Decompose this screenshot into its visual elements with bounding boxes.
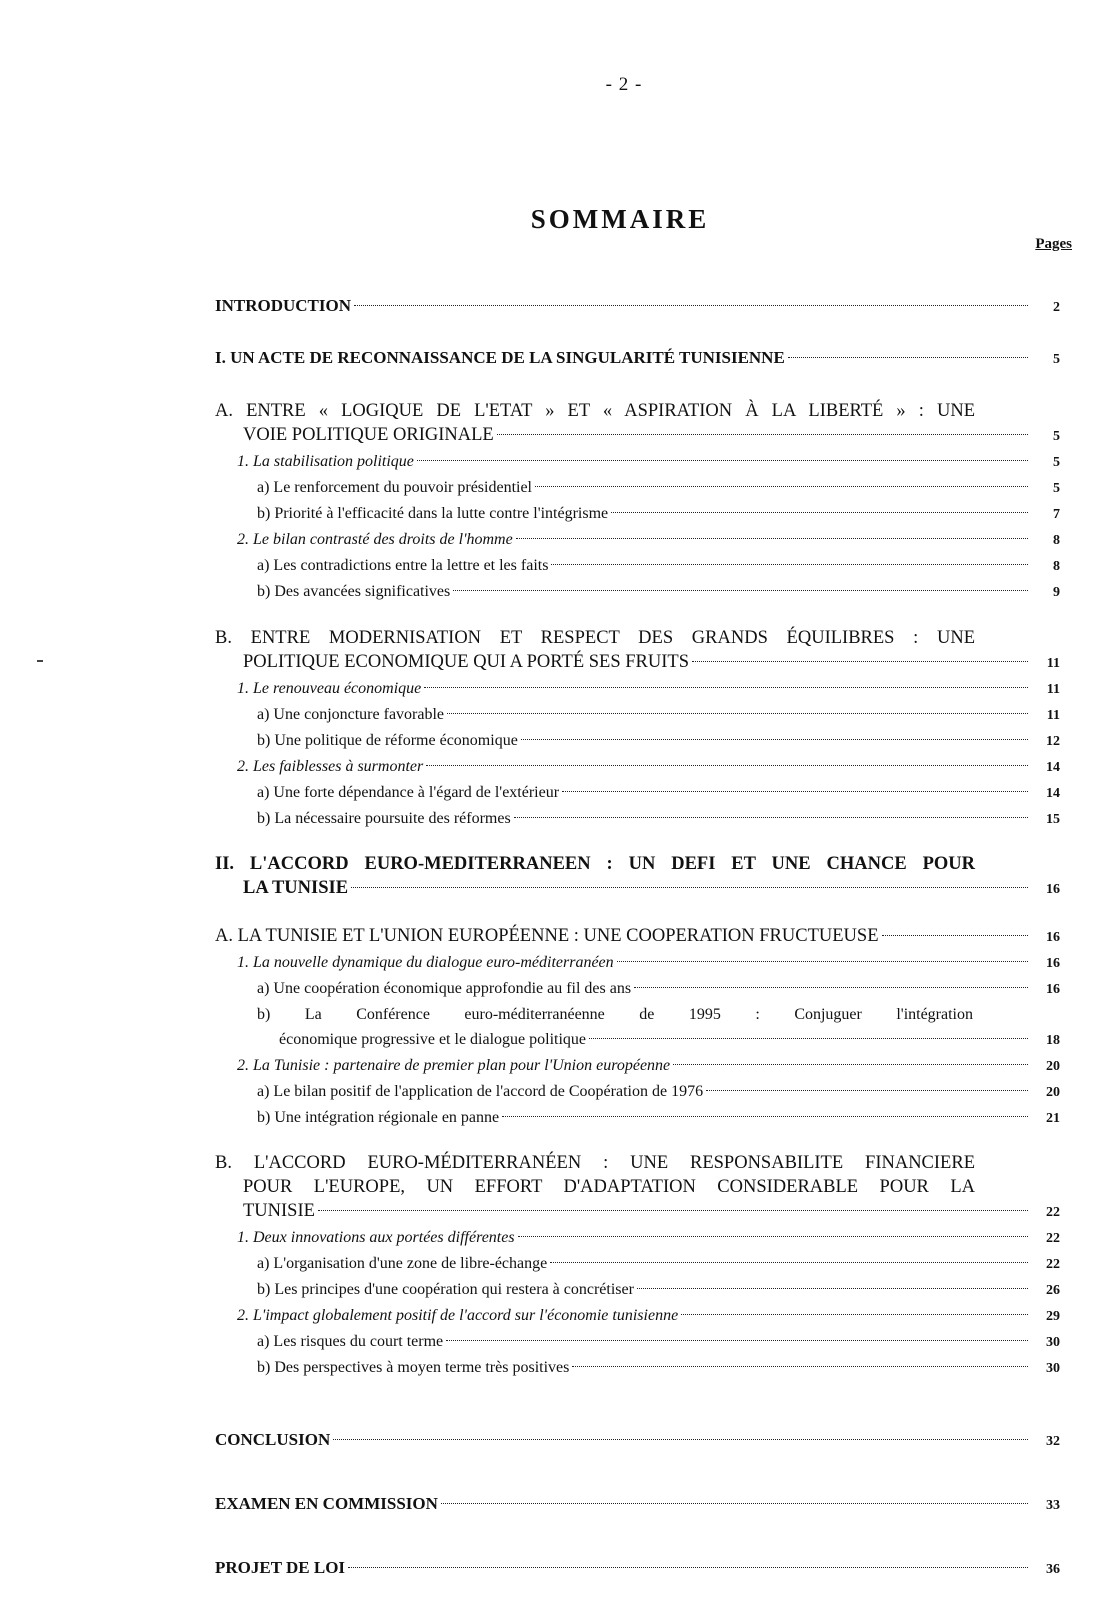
toc-entry-part-2-b-2-b[interactable] <box>215 1355 1060 1381</box>
toc-label-line-1: B. ENTRE MODERNISATION ET RESPECT DES GRANDS ÉQUILIBRES : UNE <box>215 628 975 648</box>
leader-dots <box>637 1288 1028 1289</box>
toc-entry-part-1-b-1-a[interactable] <box>215 702 1060 728</box>
toc-entry-projet-de-loi[interactable] <box>215 1555 1060 1582</box>
toc-entry-part-1-a[interactable] <box>215 399 1060 449</box>
toc-entry-part-2-a-2-a[interactable] <box>215 1079 1060 1105</box>
toc-label: I. UN ACTE DE RECONNAISSANCE DE LA SINGULARITÉ TUNISIENNE <box>215 348 785 367</box>
toc-page: 21 <box>1046 1111 1060 1126</box>
leader-dots <box>521 739 1028 740</box>
toc-label: b) La nécessaire poursuite des réformes <box>257 810 511 827</box>
toc-page: 14 <box>1046 760 1060 775</box>
toc-entry-part-2-b-2[interactable] <box>215 1303 1060 1329</box>
leader-dots <box>354 305 1028 306</box>
toc-page: 36 <box>1046 1562 1060 1577</box>
toc-page: 8 <box>1053 559 1060 574</box>
toc-entry-part-2-a[interactable] <box>215 924 1060 950</box>
toc-entry-part-2-a-2[interactable] <box>215 1053 1060 1079</box>
toc-page: 11 <box>1046 708 1060 723</box>
toc-page: 30 <box>1046 1361 1060 1376</box>
toc-entry-part-1-b-1[interactable] <box>215 676 1060 702</box>
toc-label: 1. Deux innovations aux portées différentes <box>237 1229 515 1246</box>
leader-dots <box>681 1314 1028 1315</box>
toc-page: 14 <box>1046 786 1060 801</box>
toc-label: a) Une coopération économique approfondie au fil des ans <box>257 980 632 997</box>
toc-page: 9 <box>1053 585 1060 600</box>
toc-entry-part-1-a-2-a[interactable] <box>215 553 1060 579</box>
leader-dots <box>441 1503 1028 1504</box>
toc-page: 16 <box>1046 982 1060 997</box>
toc-label: EXAMEN EN COMMISSION <box>215 1494 438 1513</box>
leader-dots <box>497 434 1028 435</box>
toc-page: 29 <box>1046 1309 1060 1324</box>
toc-label-line-2: LA TUNISIE <box>243 878 349 898</box>
toc-entry-part-1-a-2-b[interactable] <box>215 579 1060 605</box>
page-number: - 2 - <box>605 74 643 95</box>
toc-entry-part-2-a-2-b[interactable] <box>215 1105 1060 1131</box>
toc-label: a) L'organisation d'une zone de libre-échange <box>257 1255 548 1272</box>
toc-entry-part-2-b-1-a[interactable] <box>215 1251 1060 1277</box>
toc-label: a) Les risques du court terme <box>257 1333 444 1350</box>
toc-page: 22 <box>1046 1257 1060 1272</box>
toc-label: 1. La stabilisation politique <box>237 453 414 470</box>
toc-label-line-2: économique progressive et le dialogue politique <box>279 1031 587 1048</box>
leader-dots <box>333 1439 1028 1440</box>
toc-entry-part-2-b-1[interactable] <box>215 1225 1060 1251</box>
toc-entry-part-1-b-2[interactable] <box>215 754 1060 780</box>
leader-dots <box>351 887 1028 888</box>
toc-entry-part-2-a-1[interactable] <box>215 950 1060 976</box>
leader-dots <box>572 1366 1028 1367</box>
toc-label: b) Une politique de réforme économique <box>257 732 518 749</box>
toc-page: 18 <box>1046 1033 1060 1048</box>
toc-label: 1. La nouvelle dynamique du dialogue euro-méditerranéen <box>237 954 614 971</box>
toc-page: 12 <box>1046 734 1060 749</box>
toc-label-line-1: b) La Conférence euro-méditerranéenne de 1995 : Conjuguer l'intégration <box>257 1006 973 1023</box>
toc-label: 2. L'impact globalement positif de l'accord sur l'économie tunisienne <box>237 1307 679 1324</box>
leader-dots <box>417 460 1028 461</box>
toc-label: a) Le bilan positif de l'application de l'accord de Coopération de 1976 <box>257 1083 704 1100</box>
toc-page: 7 <box>1053 507 1060 522</box>
leader-dots <box>348 1567 1028 1568</box>
toc-label: a) Une forte dépendance à l'égard de l'extérieur <box>257 784 560 801</box>
toc-page: 20 <box>1046 1085 1060 1100</box>
toc-entry-introduction[interactable] <box>215 293 1060 320</box>
toc-entry-part-1[interactable] <box>215 345 1060 372</box>
leader-dots <box>318 1210 1028 1211</box>
toc-page: 32 <box>1046 1434 1060 1449</box>
toc-label-line-1: A. ENTRE « LOGIQUE DE L'ETAT » ET « ASPIRATION À LA LIBERTÉ » : UNE <box>215 401 975 421</box>
toc-page: 22 <box>1046 1205 1060 1220</box>
toc-label: 2. Le bilan contrasté des droits de l'homme <box>237 531 513 548</box>
leader-dots <box>502 1116 1028 1117</box>
toc-page: 11 <box>1046 656 1060 671</box>
page-title: SOMMAIRE <box>530 204 710 234</box>
leader-dots <box>673 1064 1028 1065</box>
toc-label: 2. La Tunisie : partenaire de premier plan pour l'Union européenne <box>237 1057 671 1074</box>
toc-page: 15 <box>1046 812 1060 827</box>
table-of-contents <box>215 293 1060 1582</box>
leader-dots <box>426 765 1028 766</box>
toc-entry-part-1-a-2[interactable] <box>215 527 1060 553</box>
leader-dots <box>692 661 1028 662</box>
toc-label: b) Les principes d'une coopération qui restera à concrétiser <box>257 1281 634 1298</box>
toc-page: 11 <box>1046 682 1060 697</box>
toc-label-line-2: POLITIQUE ECONOMIQUE QUI A PORTÉ SES FRUITS <box>243 652 689 672</box>
toc-entry-part-1-b[interactable] <box>215 626 1060 676</box>
toc-page: 5 <box>1053 429 1060 444</box>
toc-page: 30 <box>1046 1335 1060 1350</box>
toc-label: 2. Les faiblesses à surmonter <box>237 758 424 775</box>
toc-label: PROJET DE LOI <box>215 1558 346 1577</box>
toc-page: 5 <box>1053 455 1060 470</box>
toc-entry-part-1-b-1-b[interactable] <box>215 728 1060 754</box>
toc-page: 16 <box>1046 882 1060 897</box>
toc-page: 5 <box>1053 481 1060 496</box>
toc-page: 20 <box>1046 1059 1060 1074</box>
toc-entry-part-1-a-1[interactable] <box>215 449 1060 475</box>
toc-entry-part-2[interactable] <box>215 852 1060 902</box>
toc-entry-part-1-b-2-a[interactable] <box>215 780 1060 806</box>
scan-mark <box>37 660 43 662</box>
toc-entry-part-2-b-1-b[interactable] <box>215 1277 1060 1303</box>
toc-entry-part-2-b-2-a[interactable] <box>215 1329 1060 1355</box>
leader-dots <box>550 1262 1028 1263</box>
toc-page: 8 <box>1053 533 1060 548</box>
leader-dots <box>446 1340 1028 1341</box>
toc-entry-part-2-a-1-a[interactable] <box>215 976 1060 1002</box>
leader-dots <box>634 987 1028 988</box>
leader-dots <box>611 512 1028 513</box>
leader-dots <box>706 1090 1028 1091</box>
toc-page: 22 <box>1046 1231 1060 1246</box>
leader-dots <box>518 1236 1028 1237</box>
toc-label-line-2: POUR L'EUROPE, UN EFFORT D'ADAPTATION CONSIDERABLE POUR LA <box>243 1177 975 1197</box>
toc-entry-part-1-b-2-b[interactable] <box>215 806 1060 832</box>
toc-entry-examen-en-commission[interactable] <box>215 1491 1060 1518</box>
toc-label: a) Le renforcement du pouvoir présidentiel <box>257 479 532 496</box>
toc-label-line-2: VOIE POLITIQUE ORIGINALE <box>243 425 494 445</box>
toc-label-line-3: TUNISIE <box>243 1201 315 1221</box>
toc-label: b) Des perspectives à moyen terme très positives <box>257 1359 570 1376</box>
toc-entry-part-1-a-1-a[interactable] <box>215 475 1060 501</box>
leader-dots <box>424 687 1028 688</box>
leader-dots <box>788 357 1028 358</box>
toc-label: a) Les contradictions entre la lettre et les faits <box>257 557 549 574</box>
toc-entry-part-1-a-1-b[interactable] <box>215 501 1060 527</box>
leader-dots <box>535 486 1028 487</box>
toc-entry-part-2-b[interactable] <box>215 1151 1060 1225</box>
toc-page: 2 <box>1053 300 1060 315</box>
toc-label: b) Une intégration régionale en panne <box>257 1109 500 1126</box>
toc-label-line-1: II. L'ACCORD EURO-MEDITERRANEEN : UN DEFI ET UNE CHANCE POUR <box>215 854 975 874</box>
pages-column-label: Pages <box>1035 236 1072 252</box>
toc-entry-conclusion[interactable] <box>215 1427 1060 1454</box>
toc-label: INTRODUCTION <box>215 296 352 315</box>
leader-dots <box>617 961 1028 962</box>
leader-dots <box>551 564 1028 565</box>
leader-dots <box>882 935 1029 936</box>
leader-dots <box>514 817 1028 818</box>
toc-label-line-1: B. L'ACCORD EURO-MÉDITERRANÉEN : UNE RESPONSABILITE FINANCIERE <box>215 1153 975 1173</box>
leader-dots <box>516 538 1028 539</box>
leader-dots <box>453 590 1028 591</box>
leader-dots <box>589 1038 1028 1039</box>
leader-dots <box>562 791 1028 792</box>
toc-label: 1. Le renouveau économique <box>237 680 422 697</box>
toc-page: 26 <box>1046 1283 1060 1298</box>
toc-label: CONCLUSION <box>215 1430 331 1449</box>
toc-page: 16 <box>1046 930 1060 945</box>
toc-page: 5 <box>1053 352 1060 367</box>
toc-label: b) Priorité à l'efficacité dans la lutte contre l'intégrisme <box>257 505 609 522</box>
toc-label: a) Une conjoncture favorable <box>257 706 445 723</box>
toc-label: A. LA TUNISIE ET L'UNION EUROPÉENNE : UNE COOPERATION FRUCTUEUSE <box>215 926 879 946</box>
toc-page: 16 <box>1046 956 1060 971</box>
leader-dots <box>447 713 1028 714</box>
toc-page: 33 <box>1046 1498 1060 1513</box>
toc-label: b) Des avancées significatives <box>257 583 451 600</box>
toc-entry-part-2-a-1-b[interactable] <box>215 1002 1060 1053</box>
